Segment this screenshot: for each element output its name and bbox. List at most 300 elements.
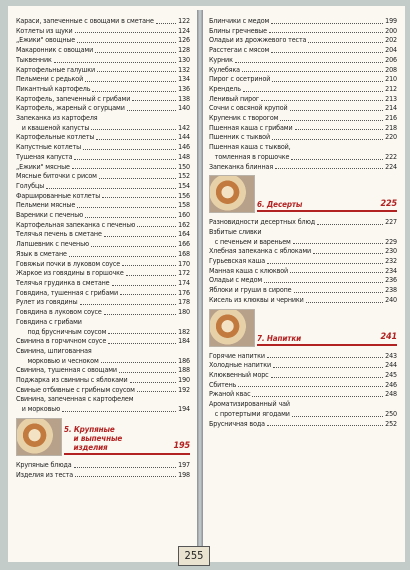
toc-entry-page: 162: [178, 219, 190, 229]
toc-entry-page: 136: [178, 83, 190, 93]
toc-entry-page: 144: [178, 132, 190, 142]
leader-dots: [74, 159, 176, 160]
leader-dots: [96, 139, 176, 140]
leader-dots: [74, 467, 177, 468]
toc-entry-page: 130: [178, 54, 190, 64]
section-rule: [257, 344, 397, 346]
leader-dots: [77, 42, 176, 43]
toc-entry: [209, 74, 397, 84]
section-heading-drinks: [209, 309, 397, 347]
toc-entry-page: 243: [385, 350, 397, 360]
toc-entry: [209, 256, 397, 266]
leader-dots: [238, 386, 383, 387]
toc-entry-title: Пикантный картофель: [16, 83, 91, 93]
toc-entry-title-line: Свинина, запеченная с картофелем: [16, 394, 134, 404]
section-photo: [209, 175, 255, 213]
toc-entry-title: Холодные напитки: [209, 360, 272, 370]
toc-entry-title: Сбитень: [209, 379, 237, 389]
toc-entry-page: 216: [385, 113, 397, 123]
toc-entry-page: 210: [385, 74, 397, 84]
toc-entry: [16, 162, 190, 172]
leader-dots: [69, 256, 176, 257]
leader-dots: [264, 282, 383, 283]
leader-dots: [122, 265, 176, 266]
toc-entry: [16, 74, 190, 84]
toc-entry: [16, 297, 190, 307]
toc-entry-title: Свиные отбивные с грибным соусом: [16, 384, 135, 394]
leader-dots: [132, 100, 176, 101]
toc-entry: [209, 26, 397, 36]
leader-dots: [99, 178, 176, 179]
toc-entry: [16, 239, 190, 249]
toc-entry: [16, 200, 190, 210]
toc-entry-page: 248: [385, 389, 397, 399]
toc-entry-page: 154: [178, 180, 190, 190]
toc-entry: [16, 404, 190, 414]
leader-dots: [112, 285, 177, 286]
right-column: [209, 16, 397, 428]
toc-entry-page: 252: [385, 418, 397, 428]
toc-entry-page: 174: [178, 277, 190, 287]
leader-dots: [54, 62, 176, 63]
toc-entry-title: Изделия из теста: [16, 469, 74, 479]
book-page: [8, 6, 405, 562]
toc-entry: [209, 380, 397, 390]
toc-entry-title: Капустные котлеты: [16, 142, 81, 152]
toc-entry-title: Кисель из клюквы и черники: [209, 294, 304, 304]
toc-entry: [209, 35, 397, 45]
section-title: 6. Десерты: [257, 200, 303, 210]
toc-entry-title: Расстегаи с мясом: [209, 45, 270, 55]
toc-entry-title: Хлебная запеканка с яблоками: [209, 246, 312, 256]
toc-entry-title: Запеканка блинная: [209, 161, 274, 171]
toc-entry-page: 234: [385, 265, 397, 275]
leader-dots: [108, 333, 176, 334]
leader-dots: [269, 32, 383, 33]
toc-entry: [209, 217, 397, 227]
toc-entry: [16, 288, 190, 298]
toc-entry-page: 168: [178, 248, 190, 258]
section-heading-desserts: [209, 175, 397, 213]
toc-entry-title: Картофельная запеканка с печенью: [16, 219, 136, 229]
leader-dots: [75, 476, 176, 477]
toc-entry-title: Картофельные котлеты: [16, 132, 95, 142]
toc-entry: [16, 307, 190, 317]
toc-entry-title: Свинина в горчичном соусе: [16, 336, 107, 346]
section-page: 241: [380, 331, 397, 342]
leader-dots: [308, 42, 383, 43]
toc-entry-page: 220: [385, 132, 397, 142]
toc-entry: [16, 356, 190, 366]
toc-entry-page: 132: [178, 64, 190, 74]
toc-entry-title: Курник: [209, 54, 233, 64]
toc-entry-title: Вареники с печенью: [16, 210, 84, 220]
toc-entry-title: Говядина, тушенная с грибами: [16, 287, 119, 297]
toc-entry-page: 142: [178, 122, 190, 132]
toc-entry: [16, 385, 190, 395]
toc-list-left-after: [16, 460, 190, 479]
toc-entry: [16, 249, 190, 259]
toc-entry-page: 186: [178, 355, 190, 365]
leader-dots: [267, 263, 383, 264]
toc-entry: [16, 229, 190, 239]
leader-dots: [108, 343, 176, 344]
toc-entry: [16, 365, 190, 375]
toc-entry-title: и морковью: [16, 404, 61, 414]
toc-entry-title: Голубцы: [16, 180, 45, 190]
toc-entry: [16, 171, 190, 181]
toc-entry: [209, 65, 397, 75]
toc-entry-page: 156: [178, 190, 190, 200]
section-rule: [64, 453, 190, 455]
toc-entry-page: 160: [178, 210, 190, 220]
leader-dots: [292, 416, 383, 417]
toc-entry-title: Кулебяка: [209, 64, 240, 74]
toc-entry: [16, 375, 190, 385]
toc-entry: [209, 16, 397, 26]
toc-entry-page: 236: [385, 275, 397, 285]
toc-entry: [209, 162, 397, 172]
toc-entry-page: 182: [178, 326, 190, 336]
toc-entry-title-line: Говядина с грибами: [16, 316, 82, 326]
toc-entry-page: 180: [178, 307, 190, 317]
left-column: [16, 16, 190, 479]
leader-dots: [85, 81, 176, 82]
toc-entry-page: 126: [178, 35, 190, 45]
leader-dots: [104, 236, 176, 237]
toc-entry-page: 150: [178, 161, 190, 171]
toc-entry-title: Крупеник с творогом: [209, 113, 279, 123]
toc-entry: [16, 103, 190, 113]
toc-entry-title: Крендель: [209, 83, 241, 93]
leader-dots: [120, 294, 176, 295]
toc-entry-page: 240: [385, 294, 397, 304]
section-photo: [16, 418, 62, 456]
leader-dots: [294, 292, 384, 293]
toc-entry-page: 224: [385, 161, 397, 171]
section-page: 225: [380, 198, 397, 209]
toc-entry-page: 184: [178, 336, 190, 346]
toc-entry-title: Пшенник с тыквой: [209, 132, 270, 142]
toc-entry: [209, 123, 397, 133]
leader-dots: [130, 382, 177, 383]
toc-entry-page: 232: [385, 256, 397, 266]
toc-entry-title: Пельмени мясные: [16, 200, 76, 210]
toc-entry: [209, 285, 397, 295]
leader-dots: [267, 425, 383, 426]
toc-entry-title: Пельмени с редькой: [16, 74, 84, 84]
toc-list-left: [16, 16, 190, 414]
toc-entry: [209, 419, 397, 429]
leader-dots: [62, 411, 176, 412]
toc-entry: [16, 220, 190, 230]
toc-entry: [209, 389, 397, 399]
toc-entry-title: Фаршированные котлеты: [16, 190, 101, 200]
toc-entry-page: 190: [178, 375, 190, 385]
toc-entry: [16, 35, 190, 45]
toc-entry-title: Сочни с овсяной крупой: [209, 103, 288, 113]
toc-entry-title: с печеньем и вареньем: [209, 236, 291, 246]
toc-entry: [209, 84, 397, 94]
toc-entry-title: Рулет из говядины: [16, 297, 78, 307]
toc-entry-title: Телячья грудинка в сметане: [16, 277, 110, 287]
toc-entry-title-line: Взбитые сливки: [209, 226, 262, 236]
leader-dots: [91, 129, 176, 130]
toc-entry: [16, 55, 190, 65]
toc-entry-title: под брусничным соусом: [16, 326, 107, 336]
leader-dots: [137, 391, 176, 392]
toc-entry-title: Оладьи с медом: [209, 275, 263, 285]
section-heading-grains: [16, 418, 190, 456]
leader-dots: [275, 168, 383, 169]
toc-entry-title: Ленивый пирог: [209, 93, 260, 103]
toc-entry: [209, 246, 397, 256]
toc-entry-page: 208: [385, 64, 397, 74]
toc-entry-title: Оладьи из дрожжевого теста: [209, 35, 307, 45]
toc-entry-title: морковью и чесноком: [16, 355, 99, 365]
toc-entry: [209, 351, 397, 361]
toc-entry: [16, 460, 190, 470]
leader-dots: [75, 32, 177, 33]
leader-dots: [271, 377, 384, 378]
toc-entry: [209, 103, 397, 113]
toc-entry: [209, 275, 397, 285]
leader-dots: [272, 139, 383, 140]
toc-entry: [209, 409, 397, 419]
toc-entry-page: 204: [385, 45, 397, 55]
toc-list-right: [209, 16, 397, 171]
leader-dots: [267, 357, 383, 358]
toc-entry: [209, 266, 397, 276]
leader-dots: [273, 367, 383, 368]
toc-entry-page: 198: [178, 469, 190, 479]
toc-entry: [209, 152, 397, 162]
toc-entry-title-line: Запеканка из картофеля: [16, 113, 98, 123]
toc-entry-title: Клюквенный морс: [209, 369, 269, 379]
toc-entry-title: Ржаной квас: [209, 389, 251, 399]
toc-entry-page: 238: [385, 285, 397, 295]
toc-entry-title: Пшенная каша с грибами: [209, 122, 293, 132]
toc-entry-page: 214: [385, 103, 397, 113]
toc-entry-page: 229: [385, 236, 397, 246]
toc-entry: [16, 94, 190, 104]
toc-entry-page: 250: [385, 408, 397, 418]
toc-entry-title: Крупяные блюда: [16, 459, 72, 469]
leader-dots: [235, 62, 383, 63]
toc-entry: [16, 210, 190, 220]
toc-entry-page: 200: [385, 25, 397, 35]
leader-dots: [72, 168, 176, 169]
toc-entry: [16, 132, 190, 142]
toc-entry: [16, 327, 190, 337]
toc-entry-title: Картофель, жареный с огурцами: [16, 103, 125, 113]
toc-entry-title: Макаронник с овощами: [16, 45, 94, 55]
leader-dots: [306, 302, 384, 303]
leader-dots: [92, 91, 176, 92]
toc-entry-page: 244: [385, 360, 397, 370]
toc-entry-page: 222: [385, 151, 397, 161]
leader-dots: [127, 110, 176, 111]
toc-entry-title: и квашеной капусты: [16, 122, 90, 132]
toc-entry: [209, 94, 397, 104]
toc-entry-page: 230: [385, 246, 397, 256]
section-photo: [209, 309, 255, 347]
leader-dots: [119, 372, 176, 373]
toc-entry: [209, 237, 397, 247]
toc-entry-title: Разновидности десертных блюд: [209, 217, 316, 227]
toc-entry-page: 138: [178, 93, 190, 103]
toc-entry-title-line: Ароматизированный чай: [209, 399, 290, 409]
toc-entry: [209, 55, 397, 65]
toc-entry-title: Горячие напитки: [209, 350, 265, 360]
toc-entry-title: Жаркое из говядины в горшочке: [16, 268, 124, 278]
toc-entry-page: 246: [385, 379, 397, 389]
leader-dots: [101, 362, 177, 363]
toc-entry-page: 199: [385, 16, 397, 25]
leader-dots: [261, 100, 383, 101]
leader-dots: [80, 304, 177, 305]
toc-entry-title: Лапшевник с печенью: [16, 239, 89, 249]
toc-entry-page: 212: [385, 83, 397, 93]
toc-entry-page: 245: [385, 369, 397, 379]
toc-entry-page: 170: [178, 258, 190, 268]
toc-entry-title: Телячья печень в сметане: [16, 229, 102, 239]
toc-entry: [16, 336, 190, 346]
leader-dots: [271, 52, 383, 53]
toc-entry: [209, 113, 397, 123]
toc-entry: [16, 470, 190, 480]
toc-entry-page: 194: [178, 404, 190, 414]
toc-entry-page: 213: [385, 93, 397, 103]
toc-entry-page: 172: [178, 268, 190, 278]
toc-entry-page: 152: [178, 171, 190, 181]
toc-entry-page: 146: [178, 142, 190, 152]
toc-list-right-after: [209, 351, 397, 429]
toc-entry-page: 192: [178, 384, 190, 394]
toc-entry: [209, 370, 397, 380]
toc-entry: [16, 123, 190, 133]
leader-dots: [242, 71, 383, 72]
toc-entry: [16, 268, 190, 278]
toc-entry-title: Тыквенник: [16, 54, 52, 64]
leader-dots: [102, 197, 176, 198]
leader-dots: [156, 23, 176, 24]
toc-entry: [16, 26, 190, 36]
leader-dots: [95, 52, 176, 53]
leader-dots: [97, 71, 176, 72]
leader-dots: [290, 110, 384, 111]
toc-entry: [16, 191, 190, 201]
toc-entry: [209, 45, 397, 55]
toc-entry-title: Картофельные галушки: [16, 64, 96, 74]
toc-entry: [16, 16, 190, 26]
toc-entry: [16, 278, 190, 288]
toc-entry-title-line: Пшенная каша с тыквой,: [209, 142, 291, 152]
leader-dots: [85, 217, 176, 218]
column-divider: [197, 10, 203, 558]
leader-dots: [317, 224, 383, 225]
leader-dots: [46, 188, 176, 189]
leader-dots: [83, 149, 176, 150]
toc-entry-page: 164: [178, 229, 190, 239]
toc-entry: [16, 259, 190, 269]
toc-entry-page: 227: [385, 217, 397, 227]
toc-entry-page: 158: [178, 200, 190, 210]
toc-entry: [16, 181, 190, 191]
toc-entry-title: Котлеты из щуки: [16, 25, 73, 35]
toc-entry-title: Брусничная вода: [209, 418, 265, 428]
leader-dots: [271, 23, 383, 24]
toc-entry: [16, 142, 190, 152]
toc-entry-page: 134: [178, 74, 190, 84]
toc-entry-title: Блины гречневые: [209, 25, 267, 35]
toc-entry: [16, 152, 190, 162]
leader-dots: [313, 253, 383, 254]
leader-dots: [272, 81, 383, 82]
toc-entry-title: Мясные биточки с рисом: [16, 171, 97, 181]
toc-entry: [209, 132, 397, 142]
section-rule: [257, 210, 397, 212]
page-number: 255: [178, 546, 210, 566]
toc-entry-title: Яблоки и груши в сиропе: [209, 285, 292, 295]
toc-entry-title: Тушеная капуста: [16, 151, 73, 161]
toc-entry: [16, 84, 190, 94]
toc-entry-title: Гурьевская каша: [209, 256, 266, 266]
toc-entry-page: 202: [385, 35, 397, 45]
leader-dots: [295, 129, 384, 130]
toc-entry-page: 122: [178, 16, 190, 25]
toc-entry-title: Манная каша с клюквой: [209, 265, 289, 275]
leader-dots: [91, 246, 176, 247]
leader-dots: [137, 226, 176, 227]
toc-entry-title: Картофель, запеченный с грибами: [16, 93, 131, 103]
toc-entry: [209, 360, 397, 370]
toc-entry: [209, 295, 397, 305]
toc-entry-page: 128: [178, 45, 190, 55]
toc-entry-page: 178: [178, 297, 190, 307]
leader-dots: [252, 396, 383, 397]
section-title: 7. Напитки: [257, 333, 302, 343]
toc-entry-page: 176: [178, 287, 190, 297]
toc-entry-page: 206: [385, 54, 397, 64]
leader-dots: [290, 272, 383, 273]
toc-entry-title: Язык в сметане: [16, 248, 67, 258]
toc-entry-title: Говяжьи почки в луковом соусе: [16, 258, 121, 268]
toc-entry-title: Поджарка из свинины с яблоками: [16, 375, 128, 385]
toc-entry-page: 218: [385, 122, 397, 132]
toc-entry-page: 148: [178, 151, 190, 161]
toc-entry-title: Блинчики с медом: [209, 16, 270, 25]
leader-dots: [280, 120, 383, 121]
toc-entry-title: томленная в горшочке: [209, 151, 290, 161]
toc-entry-title: Говядина в луковом соусе: [16, 307, 102, 317]
toc-entry-title: с протертыми ягодами: [209, 408, 290, 418]
leader-dots: [104, 314, 176, 315]
toc-entry-page: 188: [178, 365, 190, 375]
toc-entry-page: 124: [178, 25, 190, 35]
toc-entry-page: 140: [178, 103, 190, 113]
toc-entry: [16, 45, 190, 55]
toc-entry-title: „Ежики" овощные: [16, 35, 76, 45]
toc-list-right-mid: [209, 217, 397, 304]
toc-entry: [16, 65, 190, 75]
toc-entry-title-line: Свинина, шпигованная: [16, 345, 92, 355]
toc-entry-title: Свинина, тушенная с овощами: [16, 365, 117, 375]
section-title: 5. Крупяные и выпечные изделия: [64, 424, 123, 452]
toc-entry-title: Пирог с осетриной: [209, 74, 271, 84]
leader-dots: [291, 159, 383, 160]
toc-entry-title: Караси, запеченные с овощами в сметане: [16, 16, 154, 25]
